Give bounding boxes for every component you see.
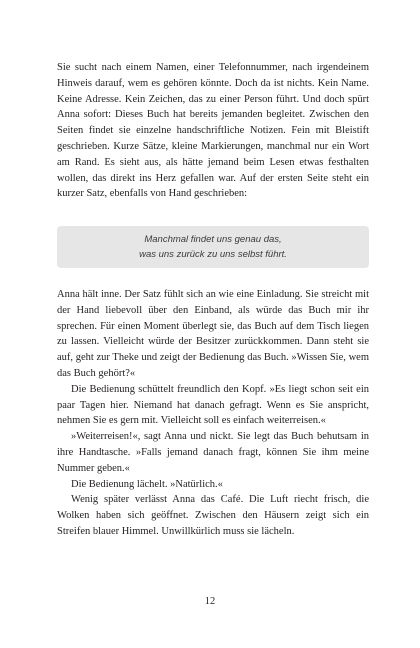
quote-line-1: Manchmal findet uns genau das,	[144, 234, 282, 245]
handwritten-quote-box	[57, 226, 369, 268]
paragraph-anna-leaves-cafe: Wenig später verlässt Anna das Café. Die Luft riecht frisch, die Wolken haben sich geöffnet. Zwischen den Häusern zeigt sich ein Streifen blauer Himmel. Unwillkürlich muss sie lächeln.	[57, 494, 369, 537]
page-number: 12	[204, 596, 216, 607]
bottom-text-block	[57, 287, 369, 540]
paragraph-waitress-smiles: Die Bedienung lächelt. »Natürlich.«	[71, 478, 223, 490]
paragraph-anna-keeps-book: »Weiterreisen!«, sagt Anna und nickt. Sie legt das Buch behutsam in ihre Handtasche. »Falls jemand danach fragt, können Sie ihm meine Nummer geben.«	[57, 431, 369, 474]
paragraph-search-for-owner: Sie sucht nach einem Namen, einer Telefonnummer, nach irgendeinem Hinweis darauf, wem es gehören könnte. Doch da ist nichts. Kein Name. Keine Adresse. Kein Zeichen, das zu einer Person führt. Und doch spürt Anna sofort: Dieses Buch hat bereits jemanden begleitet. Zwischen den Seiten findet sie einzelne handschriftliche Notizen. Fein mit Bleistift geschrieben. Kurze Sätze, kleine Markierungen, manchmal nur ein Wort am Rand. Es sieht aus, als hätte jemand beim Lesen etwas festhalten wollen, das direkt ins Herz gefallen war. Auf der ersten Seite steht ein kurzer Satz, ebenfalls von Hand geschrieben:	[57, 62, 369, 200]
paragraph-anna-pauses: Anna hält inne. Der Satz fühlt sich an wie eine Einladung. Sie streicht mit der Hand liebevoll über den Einband, als würde das Buch mir ihr sprechen. Für einen Moment überlegt sie, das Buch auf dem Tisch liegen zu lassen. Vielleicht würde der Besitzer zurückkommen. Dann steht sie auf, geht zur Theke und zeigt der Bedienung das Buch. »Wissen Sie, wem das Buch gehört?«	[57, 289, 369, 379]
paragraph-waitress-answer: Die Bedienung schüttelt freundlich den Kopf. »Es liegt schon seit ein paar Tagen hier. Niemand hat danach gefragt. Wenn es Sie anspricht, nehmen Sie es gern mit. Vielleicht soll es einfach weiterreisen.«	[57, 383, 369, 427]
quote-line-2: was uns zurück zu uns selbst führt.	[139, 249, 287, 260]
top-text-block	[57, 60, 369, 202]
